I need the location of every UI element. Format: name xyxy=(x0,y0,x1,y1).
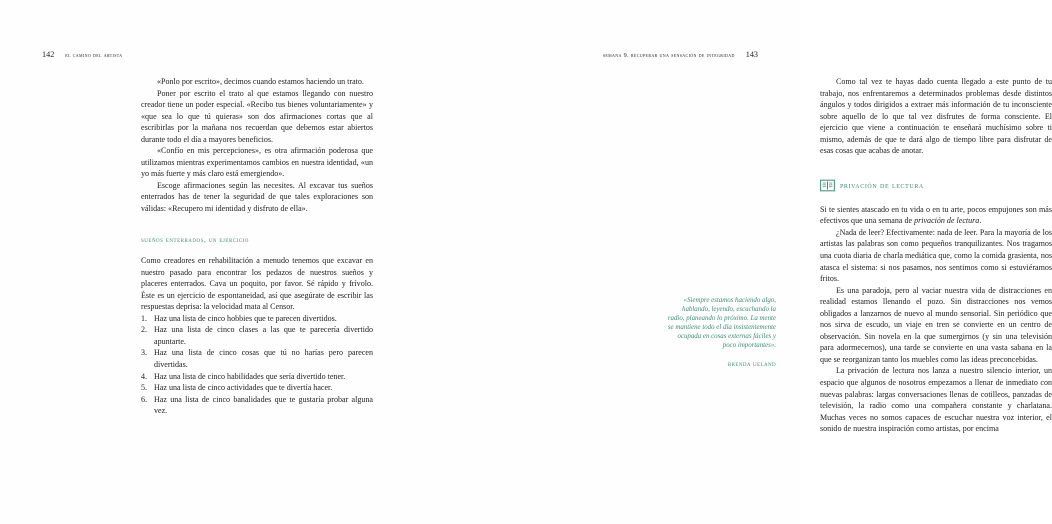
paragraph: Es una paradoja, pero al vaciar nuestra vida de distracciones en realidad estamos llenando el pozo. Sin distracciones nos vemos obligados a lanzarnos de nuevo al mundo sensorial. Sin periódico que nos sirva de escudo, un viaje en tren se convierte en un centro de observación. Sin novela en la que sumergirnos (y sin una televisión para adormecernos), una tarde se convierte en una vasta sabana en la que se reorganizan tanto los muebles como las ideas preconcebidas. xyxy=(820,285,1052,364)
list-item: Haz una lista de cinco hobbies que te parecen divertidos. xyxy=(154,313,337,323)
running-head-left xyxy=(42,50,123,59)
running-head-title-left: el camino del artista xyxy=(65,52,123,59)
list-item: Haz una lista de cinco habilidades que sería divertido tener. xyxy=(154,371,346,381)
section-heading-suenos-enterrados: sueños enterrados, un ejercicio xyxy=(141,234,249,244)
running-head-title-right: semana 9. recuperar una sensación de integridad xyxy=(602,52,735,59)
running-head-right xyxy=(603,50,758,59)
list-item: Haz una lista de cinco cosas que tú no harías pero parecen divertidas. xyxy=(154,348,373,370)
open-book-icon xyxy=(820,179,835,192)
paragraph: La privación de lectura nos lanza a nuestro silencio interior, un espacio que algunos de nosotros empezamos a llenar de inmediato con nuevas palabras: largas conversaciones llenas de cotilleos, panzadas de televisión, la radio como una compañera constante y charlatana. Muchas veces no somos capaces de escuchar nuestra voz interior, el sonido de nuestra inspiración como artistas, por encima xyxy=(820,366,1052,434)
left-text-column xyxy=(141,76,373,417)
paragraph xyxy=(820,204,1052,227)
page-number-left: 142 xyxy=(42,50,55,59)
section-heading-label: privación de lectura xyxy=(840,179,924,190)
paragraph: «Ponlo por escrito», decimos cuando estamos haciendo un trato. xyxy=(157,77,364,86)
paragraph: ¿Nada de leer? Efectivamente: nada de leer. Para la mayoría de los artistas las palabras son como pequeños tranquilizantes. Nos tragamos una cuota diaria de charla mediática que, como la comida grasienta, nos atasca el sistema: si nos pasamos, nos sentimos como si estuviéramos fritos. xyxy=(820,227,1052,284)
pull-quote-text: «Siempre estamos haciendo algo, hablando, leyendo, escuchando la radio, planeando lo próximo. La mente se mantiene todo el día insistentemente ocupada en cosas externas fáciles y poco importantes». xyxy=(667,297,776,350)
right-text-column xyxy=(820,76,1052,435)
margin-pull-quote xyxy=(664,296,776,369)
paragraph: Poner por escrito el trato al que estamos llegando con nuestro creador tiene un poder especial. «Recibo tus bienes voluntariamente» y «que sea lo que tú quieras» son dos afirmaciones cortas que al escribirlas por la mañana nos recuerdan que debemos estar abiertos durante todo el día a mayores beneficios. xyxy=(141,88,373,144)
paragraph: Como tal vez te hayas dado cuenta llegado a este punto de tu trabajo, nos enfrentaremos a determinados problemas desde distintos ángulos y todos dirigidos a extraer más información de tu inconsciente sobre aquello de lo que tal vez disfrutes de forma consciente. El ejercicio que viene a continuación te enseñará muchísimo sobre ti mismo, además de que te dará algo de tiempo libre para disfrutar de esas cosas que acabas de anotar. xyxy=(820,77,1052,156)
paragraph: «Confío en mis percepciones», es otra afirmación poderosa que utilizamos mientras experimentamos cambios en nuestra identidad, «un yo más fuerte y más claro está emergiendo». xyxy=(141,146,373,179)
paragraph-text-tail: . xyxy=(979,216,982,226)
section-heading-privacion-de-lectura xyxy=(820,179,1052,192)
italic-phrase: privación de lectura xyxy=(914,216,980,226)
exercise-list xyxy=(141,313,373,417)
list-item: Haz una lista de cinco clases a las que te parecería divertido apuntarte. xyxy=(154,325,373,346)
paragraph-text: Si te sientes atascado en tu vida o en tu arte, pocos empujones son más efectivos que una semana de xyxy=(820,204,1052,226)
list-item: Haz una lista de cinco actividades que te divertía hacer. xyxy=(154,383,333,393)
pull-quote-attribution: brenda ueland xyxy=(727,359,776,368)
list-item: Haz una lista de cinco banalidades que te gustaría probar alguna vez. xyxy=(154,394,373,416)
right-page xyxy=(400,0,1052,524)
paragraph: Escoge afirmaciones según las necesites. Al excavar tus sueños enterrados has de tener la seguridad de que tales exploraciones son válidas: «Recupero mi identidad y disfruto de ella». xyxy=(141,180,373,214)
paragraph: Como creadores en rehabilitación a menudo tenemos que excavar en nuestro pasado para encontrar los pedazos de nuestros sueños y placeres enterrados. Cava un poquito, por favor. Sé rápido y frívolo. Éste es un ejercicio de espontaneidad, así que asegúrate de escribir las respuestas deprisa: la velocidad mata al Censor. xyxy=(141,256,373,312)
left-page xyxy=(0,0,400,524)
page-number-right: 143 xyxy=(745,50,758,59)
